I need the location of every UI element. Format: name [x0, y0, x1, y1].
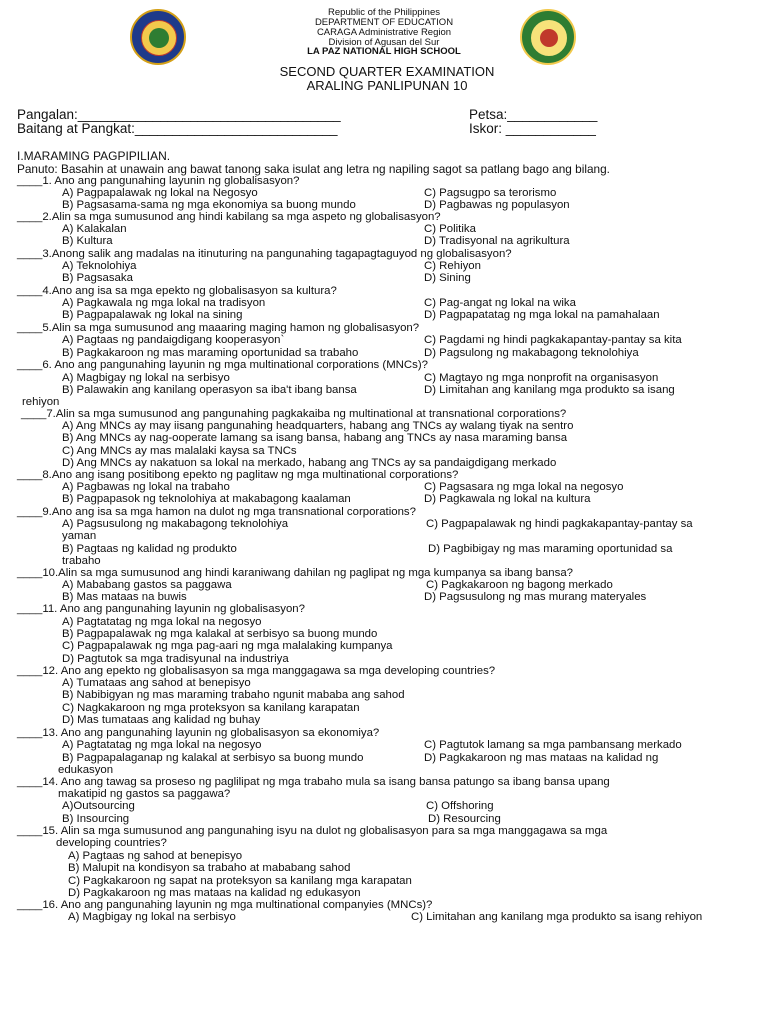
- choice-a: A) Pagtatatag ng mga lokal na negosyo: [62, 739, 262, 751]
- question-text: ____5.Alin sa mga sumusunod ang maaaring maging hamon ng globalisasyon?: [17, 322, 420, 334]
- choice-a: A) Magbigay ng lokal na serbisyo: [68, 911, 236, 923]
- choice-d: D) Sining: [424, 272, 471, 284]
- choice-d: D) Tradisyonal na agrikultura: [424, 235, 570, 247]
- header-republic: Republic of the Philippines: [328, 7, 440, 18]
- question-text: ____8.Ano ang isang positibong epekto ng paglitaw ng mga multinational corporations?: [17, 469, 459, 481]
- choice-a: A) Pagbawas ng lokal na trabaho: [62, 481, 230, 493]
- choice-b: B) Malupit na kondisyon sa trabaho at mababang sahod: [68, 862, 351, 874]
- choice-c: C) Politika: [424, 223, 476, 235]
- choice-b: B) Pagpapalawak ng mga kalakal at serbisyo sa buong mundo: [62, 628, 378, 640]
- choice-b: B) Palawakin ang kanilang operasyon sa iba't ibang bansa: [62, 384, 357, 396]
- choice-d: D) Pagtutok sa mga tradisyunal na industriya: [62, 653, 289, 665]
- exam-title: SECOND QUARTER EXAMINATION: [279, 64, 495, 79]
- question-text: ____9.Ano ang isa sa mga hamon na dulot ng mga transnational corporations?: [17, 506, 416, 518]
- choice-d: D) Mas tumataas ang kalidad ng buhay: [62, 714, 261, 726]
- choice-b: B) Nabibigyan ng mas maraming trabaho ngunit mababa ang sahod: [62, 689, 405, 701]
- choice-c: C) Pagkakaroon ng bagong merkado: [426, 579, 613, 591]
- choice-b: B) Pagsasama-sama ng mga ekonomiya sa buong mundo: [62, 199, 356, 211]
- question-text: ____11. Ano ang pangunahing layunin ng globalisasyon?: [17, 603, 305, 615]
- choice-d: D) Pagsusulong ng mas murang materyales: [424, 591, 647, 603]
- score-field[interactable]: Iskor: ____________: [469, 121, 596, 136]
- choice-continuation: trabaho: [62, 555, 101, 567]
- choice-a: A) Ang MNCs ay may iisang pangunahing headquarters, habang ang TNCs ay walang tiyak na sentro: [62, 420, 574, 432]
- choice-c: C) Offshoring: [426, 800, 494, 812]
- question-continuation: developing countries?: [56, 837, 167, 849]
- question-text: ____3.Anong salik ang madalas na itinuturing na pangunahing tagapagtaguyod ng globalisasyon?: [17, 248, 512, 260]
- header-school: LA PAZ NATIONAL HIGH SCHOOL: [307, 46, 461, 57]
- choice-c: C) Rehiyon: [424, 260, 481, 272]
- choice-a: A) Pagtatatag ng mga lokal na negosyo: [62, 616, 262, 628]
- name-field[interactable]: Pangalan:___________________________________: [17, 107, 341, 122]
- choice-d: D) Pagkakaroon ng mas mataas na kalidad ng: [424, 752, 659, 764]
- choice-d: D) Pagbibigay ng mas maraming oportunidad sa: [428, 543, 673, 555]
- choice-d: D) Pagpapatatag ng mga lokal na pamahalaan: [424, 309, 660, 321]
- grade-section-field[interactable]: Baitang at Pangkat:___________________________: [17, 121, 338, 136]
- choice-b: B) Pagtaas ng kalidad ng produkto: [62, 543, 237, 555]
- choice-a: A) Pagtaas ng pandaigdigang kooperasyon`: [62, 334, 285, 346]
- choice-d: D) Ang MNCs ay nakatuon sa lokal na merkado, habang ang TNCs ay sa pandaigdigang merkado: [62, 457, 557, 469]
- choice-a: A) Pagpapalawak ng lokal na Negosyo: [62, 187, 258, 199]
- choice-b: B) Mas mataas na buwis: [62, 591, 187, 603]
- choice-a: A)Outsourcing: [62, 800, 135, 812]
- choice-c: C) Nagkakaroon ng mga proteksyon sa kanilang karapatan: [62, 702, 360, 714]
- question-text: ____14. Ano ang tawag sa proseso ng paglilipat ng mga trabaho mula sa isang bansa patungo sa ibang bansa upang: [17, 776, 610, 788]
- choice-a: A) Tumataas ang sahod at benepisyo: [62, 677, 251, 689]
- choice-c: C) Pagsugpo sa terorismo: [424, 187, 557, 199]
- choice-c: C) Pagpapalawak ng hindi pagkakapantay-pantay sa: [426, 518, 693, 530]
- choice-a: A) Kalakalan: [62, 223, 127, 235]
- question-text: ____15. Alin sa mga sumusunod ang pangunahing isyu na dulot ng globalisasyon para sa mga manggagawa sa mga: [17, 825, 608, 837]
- header-region: CARAGA Administrative Region: [316, 27, 452, 38]
- header-division: Division of Agusan del Sur: [328, 37, 440, 48]
- date-field[interactable]: Petsa:____________: [469, 107, 598, 122]
- choice-d: D) Resourcing: [428, 813, 501, 825]
- choice-b: B) Ang MNCs ay nag-ooperate lamang sa isang bansa, habang ang TNCs ay nasa maraming bansa: [62, 432, 568, 444]
- choice-a: A) Mababang gastos sa paggawa: [62, 579, 232, 591]
- choice-b: B) Insourcing: [62, 813, 130, 825]
- choice-d: D) Pagsulong ng makabagong teknolohiya: [424, 347, 639, 359]
- choice-d: D) Pagbawas ng populasyon: [424, 199, 570, 211]
- section-title: I.MARAMING PAGPIPILIAN.: [17, 149, 171, 163]
- choice-a: A) Teknolohiya: [62, 260, 137, 272]
- choice-a: A) Pagkawala ng mga lokal na tradisyon: [62, 297, 266, 309]
- choice-a: A) Magbigay ng lokal na serbisyo: [62, 372, 230, 384]
- choice-c: C) Pag-angat ng lokal na wika: [424, 297, 576, 309]
- choice-continuation: rehiyon: [22, 396, 60, 408]
- choice-c: C) Pagdami ng hindi pagkakapantay-pantay sa kita: [424, 334, 682, 346]
- choice-c: C) Magtayo ng mga nonprofit na organisasyon: [424, 372, 659, 384]
- question-text: ____4.Ano ang isa sa mga epekto ng globalisasyon sa kultura?: [17, 285, 337, 297]
- question-text: ____13. Ano ang pangunahing layunin ng globalisasyon sa ekonomiya?: [17, 727, 380, 739]
- choice-continuation: edukasyon: [58, 764, 114, 776]
- choice-d: D) Limitahan ang kanilang mga produkto sa isang: [424, 384, 675, 396]
- question-text: ____2.Alin sa mga sumusunod ang hindi kabilang sa mga aspeto ng globalisasyon?: [17, 211, 441, 223]
- choice-b: B) Pagpapalaganap ng kalakal at serbisyo sa buong mundo: [62, 752, 364, 764]
- choice-c: C) Pagpapalawak ng mga pag-aari ng mga malalaking kumpanya: [62, 640, 393, 652]
- choice-a: A) Pagsusulong ng makabagong teknolohiya: [62, 518, 289, 530]
- instructions: Panuto: Basahin at unawain ang bawat tanong saka isulat ang letra ng napiling sagot sa patlang bago ang bilang.: [17, 162, 610, 176]
- choice-b: B) Pagpapalawak ng lokal na sining: [62, 309, 243, 321]
- choice-continuation: yaman: [62, 530, 97, 542]
- choice-b: B) Pagkakaroon ng mas maraming oportunidad sa trabaho: [62, 347, 359, 359]
- question-text: ____16. Ano ang pangunahing layunin ng mga multinational companyies (MNCs)?: [17, 899, 433, 911]
- choice-b: B) Kultura: [62, 235, 113, 247]
- choice-c: C) Pagsasara ng mga lokal na negosyo: [424, 481, 624, 493]
- header-department: DEPARTMENT OF EDUCATION: [314, 17, 454, 28]
- choice-c: C) Pagtutok lamang sa mga pambansang merkado: [424, 739, 682, 751]
- choice-b: B) Pagsasaka: [62, 272, 133, 284]
- question-continuation: makatipid ng gastos sa paggawa?: [58, 788, 231, 800]
- question-text: ____12. Ano ang epekto ng globalisasyon sa mga manggagawa sa mga developing countries?: [17, 665, 496, 677]
- question-text: ____1. Ano ang pangunahing layunin ng globalisasyon?: [17, 175, 300, 187]
- exam-subject: ARALING PANLIPUNAN 10: [306, 78, 468, 93]
- choice-c: C) Ang MNCs ay mas malalaki kaysa sa TNCs: [62, 445, 297, 457]
- choice-c: C) Limitahan ang kanilang mga produkto sa isang rehiyon: [411, 911, 703, 923]
- choice-d: D) Pagkawala ng lokal na kultura: [424, 493, 591, 505]
- choice-d: D) Pagkakaroon ng mas mataas na kalidad ng edukasyon: [68, 887, 361, 899]
- choice-c: C) Pagkakaroon ng sapat na proteksyon sa kanilang mga karapatan: [68, 875, 412, 887]
- question-text: ____6. Ano ang pangunahing layunin ng mga multinational corporations (MNCs)?: [17, 359, 428, 371]
- question-text: ____10.Alin sa mga sumusunod ang hindi karaniwang dahilan ng paglipat ng mga kumpanya sa ibang bansa?: [17, 567, 573, 579]
- choice-b: B) Pagpapasok ng teknolohiya at makabagong kaalaman: [62, 493, 351, 505]
- choice-a: A) Pagtaas ng sahod at benepisyo: [68, 850, 243, 862]
- question-text: ____7.Alin sa mga sumusunod ang pangunahing pagkakaiba ng multinational at transnational corporations?: [21, 408, 567, 420]
